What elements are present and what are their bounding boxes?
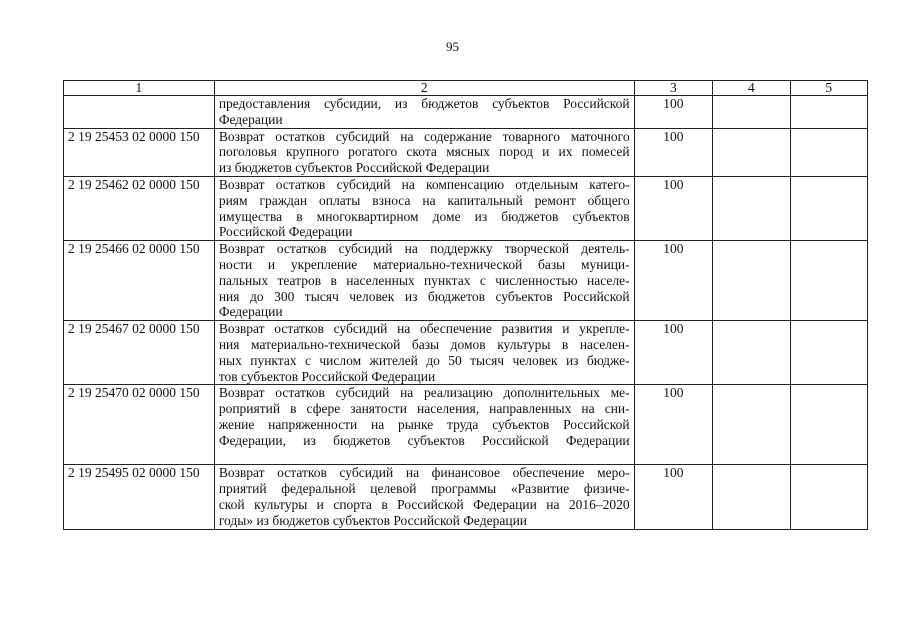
description-line: приятий федеральной целевой программы «Развитие физиче- bbox=[218, 481, 630, 497]
table-row bbox=[64, 385, 868, 465]
value-cell-column-4 bbox=[713, 96, 790, 129]
description-line: жение напряженности на рынке труда субъектов Российской bbox=[218, 416, 630, 432]
budget-code-cell: 2 19 25467 02 0000 150 bbox=[64, 321, 215, 385]
description-cell bbox=[214, 128, 634, 176]
description-cell bbox=[214, 96, 634, 129]
description-line: ности и укрепление материально-технической базы муници- bbox=[218, 256, 630, 272]
value-cell-column-3: 100 bbox=[634, 96, 712, 129]
budget-code-cell: 2 19 25453 02 0000 150 bbox=[64, 128, 215, 176]
value-cell-column-5 bbox=[790, 465, 867, 529]
budget-code-cell bbox=[64, 96, 215, 129]
value-cell-column-5 bbox=[790, 176, 867, 240]
description-cell bbox=[214, 385, 634, 465]
budget-code-cell: 2 19 25466 02 0000 150 bbox=[64, 241, 215, 321]
value-cell-column-4 bbox=[713, 465, 790, 529]
description-line: Возврат остатков субсидий на обеспечение развития и укрепле- bbox=[218, 321, 630, 337]
description-line: Федерации, из бюджетов субъектов Российской Федерации bbox=[218, 432, 630, 448]
table-row bbox=[64, 176, 868, 240]
value-cell-column-4 bbox=[713, 128, 790, 176]
value-cell-column-4 bbox=[713, 176, 790, 240]
value-cell-column-3: 100 bbox=[634, 385, 712, 465]
description-line bbox=[219, 449, 630, 465]
value-cell-column-3: 100 bbox=[634, 176, 712, 240]
table-row bbox=[64, 241, 868, 321]
value-cell-column-4 bbox=[713, 241, 790, 321]
description-line: ных пунктах с числом жителей до 50 тысяч человек из бюдже- bbox=[218, 352, 630, 368]
description-line: Российской Федерации bbox=[218, 224, 353, 240]
description-line: Возврат остатков субсидий на реализацию дополнительных ме- bbox=[218, 385, 630, 401]
description-line: Федерации bbox=[218, 304, 283, 320]
description-line: Возврат остатков субсидий на финансовое обеспечение меро- bbox=[218, 465, 630, 481]
description-line: ния до 300 тысяч человек из бюджетов субъектов Российской bbox=[218, 288, 630, 304]
description-cell bbox=[214, 321, 634, 385]
description-line: из бюджетов субъектов Российской Федерации bbox=[218, 160, 490, 176]
description-line: ской культуры и спорта в Российской Федерации на 2016–2020 bbox=[218, 496, 630, 512]
column-header-2: 2 bbox=[214, 81, 634, 96]
value-cell-column-4 bbox=[713, 385, 790, 465]
value-cell-column-3: 100 bbox=[634, 128, 712, 176]
description-line: Возврат остатков субсидий на компенсацию отдельным катего- bbox=[218, 176, 630, 192]
value-cell-column-3: 100 bbox=[634, 241, 712, 321]
description-cell bbox=[214, 465, 634, 529]
budget-table bbox=[63, 80, 868, 530]
table-row bbox=[64, 128, 868, 176]
description-cell bbox=[214, 176, 634, 240]
description-cell bbox=[214, 241, 634, 321]
description-line: роприятий в сфере занятости населения, направленных на сни- bbox=[218, 401, 630, 417]
budget-code-cell: 2 19 25495 02 0000 150 bbox=[64, 465, 215, 529]
description-line: поголовья крупного рогатого скота мясных пород и их помесей bbox=[218, 144, 630, 160]
value-cell-column-3: 100 bbox=[634, 321, 712, 385]
description-line: Возврат остатков субсидий на содержание товарного маточного bbox=[218, 128, 630, 144]
value-cell-column-3: 100 bbox=[634, 465, 712, 529]
description-line: предоставления субсидии, из бюджетов субъектов Российской bbox=[218, 96, 630, 111]
description-line: пальных театров в населенных пунктах с численностью населе- bbox=[218, 272, 630, 288]
budget-code-cell: 2 19 25462 02 0000 150 bbox=[64, 176, 215, 240]
column-header-5: 5 bbox=[790, 81, 867, 96]
description-line: риям граждан оплаты взноса на капитальный ремонт общего bbox=[218, 192, 630, 208]
description-line: тов субъектов Российской Федерации bbox=[218, 368, 436, 384]
description-line: ния материально-технической базы домов культуры в населен- bbox=[218, 336, 630, 352]
value-cell-column-4 bbox=[713, 321, 790, 385]
description-line: годы» из бюджетов субъектов Российской Федерации bbox=[218, 512, 528, 528]
value-cell-column-5 bbox=[790, 241, 867, 321]
table-row bbox=[64, 321, 868, 385]
value-cell-column-5 bbox=[790, 96, 867, 129]
description-line: имущества в многоквартирном доме из бюджетов субъектов bbox=[218, 208, 630, 224]
column-header-3: 3 bbox=[634, 81, 712, 96]
value-cell-column-5 bbox=[790, 385, 867, 465]
value-cell-column-5 bbox=[790, 128, 867, 176]
table-row bbox=[64, 96, 868, 129]
budget-code-cell: 2 19 25470 02 0000 150 bbox=[64, 385, 215, 465]
page-number: 95 bbox=[446, 39, 459, 54]
description-line: Возврат остатков субсидий на поддержку творческой деятель- bbox=[218, 241, 630, 257]
column-header-1: 1 bbox=[64, 81, 215, 96]
table-row bbox=[64, 465, 868, 529]
table-body bbox=[64, 96, 868, 530]
value-cell-column-5 bbox=[790, 321, 867, 385]
table-header-row bbox=[64, 81, 868, 96]
description-line: Федерации bbox=[218, 111, 283, 127]
column-header-4: 4 bbox=[713, 81, 790, 96]
